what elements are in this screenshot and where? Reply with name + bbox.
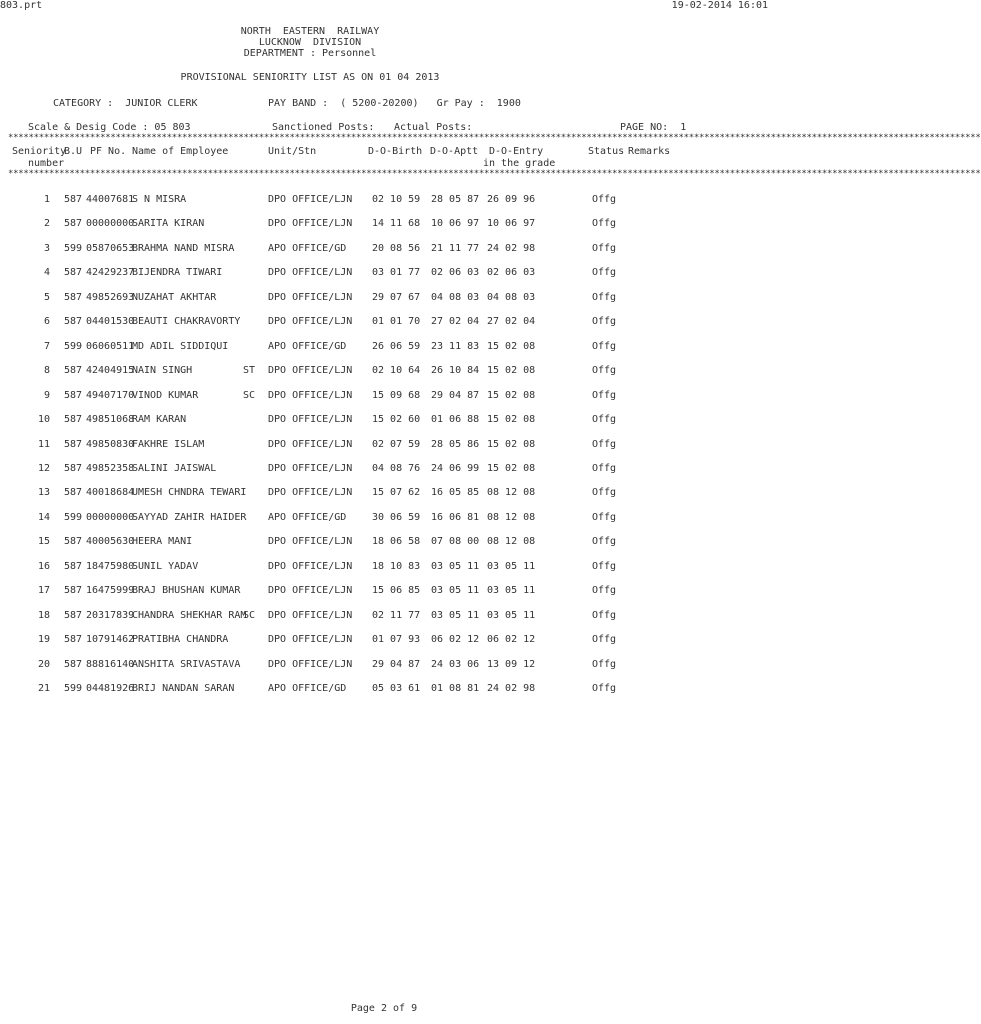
- cell-sn: 5: [43, 291, 50, 303]
- cell-dob: 15 06 85: [372, 585, 421, 597]
- cell-name: BEAUTI CHAKRAVORTY: [132, 316, 241, 328]
- cell-doe: 15 02 08: [487, 438, 536, 450]
- table-row: [0, 633, 768, 647]
- cell-unit: DPO OFFICE/LJN: [268, 365, 353, 377]
- cell-doe: 24 02 98: [487, 242, 536, 254]
- col-bu: B.U: [64, 146, 83, 157]
- cell-bu: 587: [64, 194, 83, 205]
- cell-sn: 16: [37, 560, 50, 572]
- cell-dob: 01 07 93: [372, 634, 421, 646]
- cell-sn: 9: [43, 389, 50, 401]
- cell-status: Offg: [592, 585, 617, 597]
- cell-sn: 12: [37, 462, 50, 474]
- cell-sn: 6: [43, 316, 50, 328]
- cell-bu: 587: [64, 536, 83, 548]
- cell-doe: 15 02 08: [487, 340, 536, 352]
- cell-bu: 599: [64, 511, 83, 523]
- cell-dob: 26 06 59: [372, 340, 421, 352]
- col-doa: D-O-Aptt: [430, 146, 479, 157]
- page-footer: Page 2 of 9: [350, 1003, 418, 1014]
- cell-bu: 587: [64, 487, 83, 499]
- cell-bu: 587: [64, 634, 83, 646]
- cell-unit: DPO OFFICE/LJN: [268, 316, 353, 328]
- cell-doe: 08 12 08: [487, 487, 536, 499]
- cell-status: Offg: [592, 340, 617, 352]
- table-row: [0, 193, 768, 207]
- cell-dob: 02 07 59: [372, 438, 421, 450]
- cell-bu: 587: [64, 560, 83, 572]
- cell-dob: 18 10 83: [372, 560, 421, 572]
- category: CATEGORY : JUNIOR CLERK: [53, 98, 198, 109]
- cell-name: UMESH CHNDRA TEWARI: [132, 487, 247, 499]
- cell-bu: 599: [64, 683, 83, 694]
- cell-sn: 20: [37, 658, 50, 670]
- cell-status: Offg: [592, 634, 617, 646]
- cell-dob: 05 03 61: [372, 683, 421, 694]
- cell-doa: 10 06 97: [431, 218, 480, 230]
- page-number: PAGE NO: 1: [620, 122, 687, 133]
- cell-name: SALINI JAISWAL: [132, 462, 217, 474]
- cell-pf: 40018684: [86, 487, 135, 499]
- cell-name: CHANDRA SHEKHAR RAM: [132, 609, 247, 621]
- cell-unit: DPO OFFICE/LJN: [268, 389, 353, 401]
- cell-unit: APO OFFICE/GD: [268, 242, 347, 254]
- department-name: DEPARTMENT : Personnel: [243, 48, 377, 59]
- col-name: Name of Employee: [132, 146, 229, 157]
- cell-cat: SC: [243, 609, 256, 621]
- cell-doe: 15 02 08: [487, 365, 536, 377]
- col-pf: PF No.: [90, 146, 127, 157]
- table-row: [0, 462, 768, 476]
- cell-doa: 27 02 04: [431, 316, 480, 328]
- table-row: [0, 486, 768, 500]
- cell-unit: DPO OFFICE/LJN: [268, 634, 353, 646]
- cell-unit: DPO OFFICE/LJN: [268, 585, 353, 597]
- division-name: LUCKNOW DIVISION: [258, 37, 362, 48]
- cell-status: Offg: [592, 242, 617, 254]
- cell-doe: 03 05 11: [487, 585, 536, 597]
- cell-status: Offg: [592, 316, 617, 328]
- table-row: [0, 389, 768, 403]
- cell-pf: 00000000: [86, 218, 135, 230]
- cell-doa: 29 04 87: [431, 389, 480, 401]
- cell-doe: 24 02 98: [487, 683, 536, 694]
- cell-doa: 04 08 03: [431, 291, 480, 303]
- cell-sn: 11: [37, 438, 50, 450]
- table-row: [0, 511, 768, 525]
- col-unit: Unit/Stn: [268, 146, 317, 157]
- cell-unit: DPO OFFICE/LJN: [268, 560, 353, 572]
- cell-bu: 587: [64, 389, 83, 401]
- cell-pf: 49850830: [86, 438, 135, 450]
- cell-pf: 42429237: [86, 267, 135, 279]
- cell-name: ANSHITA SRIVASTAVA: [132, 658, 241, 670]
- cell-dob: 29 04 87: [372, 658, 421, 670]
- cell-doe: 15 02 08: [487, 462, 536, 474]
- table-row: [0, 413, 768, 427]
- cell-bu: 587: [64, 267, 83, 279]
- cell-status: Offg: [592, 536, 617, 548]
- cell-name: SUNIL YADAV: [132, 560, 199, 572]
- cell-dob: 02 10 64: [372, 365, 421, 377]
- cell-pf: 49407170: [86, 389, 135, 401]
- cell-doe: 15 02 08: [487, 414, 536, 426]
- cell-bu: 587: [64, 438, 83, 450]
- cell-dob: 15 07 62: [372, 487, 421, 499]
- cell-doa: 03 05 11: [431, 560, 480, 572]
- cell-name: HEERA MANI: [132, 536, 193, 548]
- cell-sn: 13: [37, 487, 50, 499]
- col-dob: D-O-Birth: [368, 146, 423, 157]
- cell-unit: DPO OFFICE/LJN: [268, 462, 353, 474]
- cell-unit: APO OFFICE/GD: [268, 683, 347, 694]
- cell-pf: 04481926: [86, 683, 135, 694]
- cell-pf: 06060511: [86, 340, 135, 352]
- cell-name: PRATIBHA CHANDRA: [132, 634, 229, 646]
- cell-pf: 88816140: [86, 658, 135, 670]
- cell-pf: 49852693: [86, 291, 135, 303]
- cell-pf: 10791462: [86, 634, 135, 646]
- table-row: [0, 560, 768, 574]
- table-row: [0, 364, 768, 378]
- cell-dob: 04 08 76: [372, 462, 421, 474]
- cell-name: BRAJ BHUSHAN KUMAR: [132, 585, 241, 597]
- cell-dob: 01 01 70: [372, 316, 421, 328]
- cell-dob: 20 08 56: [372, 242, 421, 254]
- cell-unit: DPO OFFICE/LJN: [268, 194, 353, 205]
- cell-cat: SC: [243, 389, 256, 401]
- cell-status: Offg: [592, 365, 617, 377]
- cell-doe: 15 02 08: [487, 389, 536, 401]
- cell-name: NUZAHAT AKHTAR: [132, 291, 217, 303]
- sanctioned-posts: Sanctioned Posts:: [272, 122, 375, 133]
- cell-sn: 4: [43, 267, 50, 279]
- cell-dob: 15 09 68: [372, 389, 421, 401]
- cell-doa: 16 06 81: [431, 511, 480, 523]
- print-datetime: 19-02-2014 16:01: [671, 0, 768, 11]
- cell-doa: 24 03 06: [431, 658, 480, 670]
- scale-desig-code: Scale & Desig Code : 05 803: [28, 122, 191, 133]
- cell-name: S N MISRA: [132, 194, 187, 205]
- cell-sn: 19: [37, 634, 50, 646]
- cell-sn: 18: [37, 609, 50, 621]
- cell-status: Offg: [592, 194, 617, 205]
- cell-bu: 587: [64, 291, 83, 303]
- cell-name: RAM KARAN: [132, 414, 187, 426]
- cell-name: MD ADIL SIDDIQUI: [132, 340, 229, 352]
- cell-doa: 06 02 12: [431, 634, 480, 646]
- cell-doa: 21 11 77: [431, 242, 480, 254]
- cell-pf: 05870653: [86, 242, 135, 254]
- table-row: [0, 291, 768, 305]
- cell-doa: 03 05 11: [431, 609, 480, 621]
- cell-unit: APO OFFICE/GD: [268, 511, 347, 523]
- cell-dob: 29 07 67: [372, 291, 421, 303]
- cell-name: BRAHMA NAND MISRA: [132, 242, 235, 254]
- cell-pf: 44007681: [86, 194, 135, 205]
- cell-doa: 07 08 00: [431, 536, 480, 548]
- cell-sn: 17: [37, 585, 50, 597]
- cell-pf: 42404915: [86, 365, 135, 377]
- cell-pf: 40005630: [86, 536, 135, 548]
- cell-dob: 03 01 77: [372, 267, 421, 279]
- table-row: [0, 438, 768, 452]
- cell-unit: DPO OFFICE/LJN: [268, 291, 353, 303]
- cell-bu: 587: [64, 414, 83, 426]
- col-number: number: [28, 158, 65, 169]
- cell-sn: 21: [37, 683, 50, 694]
- col-doe: D-O-Entry: [489, 146, 544, 157]
- cell-sn: 3: [43, 242, 50, 254]
- cell-doa: 03 05 11: [431, 585, 480, 597]
- cell-unit: DPO OFFICE/LJN: [268, 438, 353, 450]
- cell-bu: 587: [64, 585, 83, 597]
- cell-dob: 15 02 60: [372, 414, 421, 426]
- cell-unit: DPO OFFICE/LJN: [268, 536, 353, 548]
- cell-unit: DPO OFFICE/LJN: [268, 267, 353, 279]
- cell-bu: 587: [64, 658, 83, 670]
- cell-doa: 26 10 84: [431, 365, 480, 377]
- cell-doe: 10 06 97: [487, 218, 536, 230]
- table-row: [0, 266, 768, 280]
- cell-status: Offg: [592, 267, 617, 279]
- table-row: [0, 340, 768, 354]
- cell-unit: DPO OFFICE/LJN: [268, 609, 353, 621]
- cell-sn: 8: [43, 365, 50, 377]
- table-row: [0, 242, 768, 256]
- cell-name: SARITA KIRAN: [132, 218, 205, 230]
- cell-status: Offg: [592, 487, 617, 499]
- actual-posts: Actual Posts:: [394, 122, 473, 133]
- cell-status: Offg: [592, 658, 617, 670]
- cell-status: Offg: [592, 414, 617, 426]
- cell-dob: 02 10 59: [372, 194, 421, 205]
- cell-doe: 06 02 12: [487, 634, 536, 646]
- cell-doe: 04 08 03: [487, 291, 536, 303]
- col-doe-grade: in the grade: [483, 158, 556, 169]
- cell-doe: 03 05 11: [487, 560, 536, 572]
- col-seniority: Seniority: [12, 146, 67, 157]
- cell-doa: 16 05 85: [431, 487, 480, 499]
- table-row: [0, 584, 768, 598]
- cell-doe: 13 09 12: [487, 658, 536, 670]
- cell-sn: 14: [37, 511, 50, 523]
- cell-name: FAKHRE ISLAM: [132, 438, 205, 450]
- cell-name: SAYYAD ZAHIR HAIDER: [132, 511, 247, 523]
- document-title: PROVISIONAL SENIORITY LIST AS ON 01 04 2013: [180, 72, 440, 83]
- table-row: [0, 682, 768, 696]
- cell-status: Offg: [592, 291, 617, 303]
- cell-dob: 14 11 68: [372, 218, 421, 230]
- cell-name: BIJENDRA TIWARI: [132, 267, 223, 279]
- cell-bu: 587: [64, 462, 83, 474]
- cell-name: VINOD KUMAR: [132, 389, 199, 401]
- cell-pf: 04401530: [86, 316, 135, 328]
- cell-doa: 01 06 88: [431, 414, 480, 426]
- cell-bu: 587: [64, 218, 83, 230]
- cell-unit: DPO OFFICE/LJN: [268, 658, 353, 670]
- table-row: [0, 535, 768, 549]
- cell-status: Offg: [592, 683, 617, 694]
- cell-sn: 2: [43, 218, 50, 230]
- col-status: Status: [588, 146, 625, 157]
- cell-cat: ST: [243, 365, 256, 377]
- cell-unit: DPO OFFICE/LJN: [268, 487, 353, 499]
- cell-dob: 02 11 77: [372, 609, 421, 621]
- cell-bu: 599: [64, 340, 83, 352]
- cell-pf: 00000000: [86, 511, 135, 523]
- cell-dob: 18 06 58: [372, 536, 421, 548]
- cell-doe: 27 02 04: [487, 316, 536, 328]
- org-name: NORTH EASTERN RAILWAY: [240, 26, 380, 37]
- cell-doa: 28 05 87: [431, 194, 480, 205]
- cell-doa: 28 05 86: [431, 438, 480, 450]
- col-remarks: Remarks: [628, 146, 671, 157]
- cell-bu: 599: [64, 242, 83, 254]
- cell-doe: 26 09 96: [487, 194, 536, 205]
- table-row: [0, 609, 768, 623]
- cell-sn: 10: [37, 414, 50, 426]
- star-divider: **********************************************************************************************************************************************************************************************: [8, 169, 981, 179]
- cell-sn: 1: [43, 194, 50, 205]
- cell-doe: 03 05 11: [487, 609, 536, 621]
- cell-pf: 20317839: [86, 609, 135, 621]
- star-divider: **********************************************************************************************************************************************************************************************: [8, 133, 981, 143]
- cell-doe: 08 12 08: [487, 511, 536, 523]
- table-row: [0, 217, 768, 231]
- cell-bu: 587: [64, 316, 83, 328]
- cell-unit: APO OFFICE/GD: [268, 340, 347, 352]
- table-row: [0, 658, 768, 672]
- cell-doa: 23 11 83: [431, 340, 480, 352]
- cell-bu: 587: [64, 609, 83, 621]
- cell-pf: 49852358: [86, 462, 135, 474]
- cell-status: Offg: [592, 609, 617, 621]
- cell-status: Offg: [592, 462, 617, 474]
- cell-status: Offg: [592, 389, 617, 401]
- cell-pf: 49851068: [86, 414, 135, 426]
- cell-sn: 7: [43, 340, 50, 352]
- cell-doe: 02 06 03: [487, 267, 536, 279]
- table-row: [0, 315, 768, 329]
- cell-sn: 15: [37, 536, 50, 548]
- cell-unit: DPO OFFICE/LJN: [268, 414, 353, 426]
- cell-dob: 30 06 59: [372, 511, 421, 523]
- pay-band: PAY BAND : ( 5200-20200) Gr Pay : 1900: [268, 98, 521, 109]
- cell-doe: 08 12 08: [487, 536, 536, 548]
- cell-doa: 24 06 99: [431, 462, 480, 474]
- cell-status: Offg: [592, 438, 617, 450]
- cell-pf: 18475980: [86, 560, 135, 572]
- cell-name: BRIJ NANDAN SARAN: [132, 683, 235, 694]
- cell-doa: 02 06 03: [431, 267, 480, 279]
- cell-bu: 587: [64, 365, 83, 377]
- cell-status: Offg: [592, 218, 617, 230]
- cell-unit: DPO OFFICE/LJN: [268, 218, 353, 230]
- cell-pf: 16475999: [86, 585, 135, 597]
- cell-status: Offg: [592, 511, 617, 523]
- file-name: 803.prt: [0, 0, 43, 11]
- cell-doa: 01 08 81: [431, 683, 480, 694]
- cell-status: Offg: [592, 560, 617, 572]
- cell-name: NAIN SINGH: [132, 365, 193, 377]
